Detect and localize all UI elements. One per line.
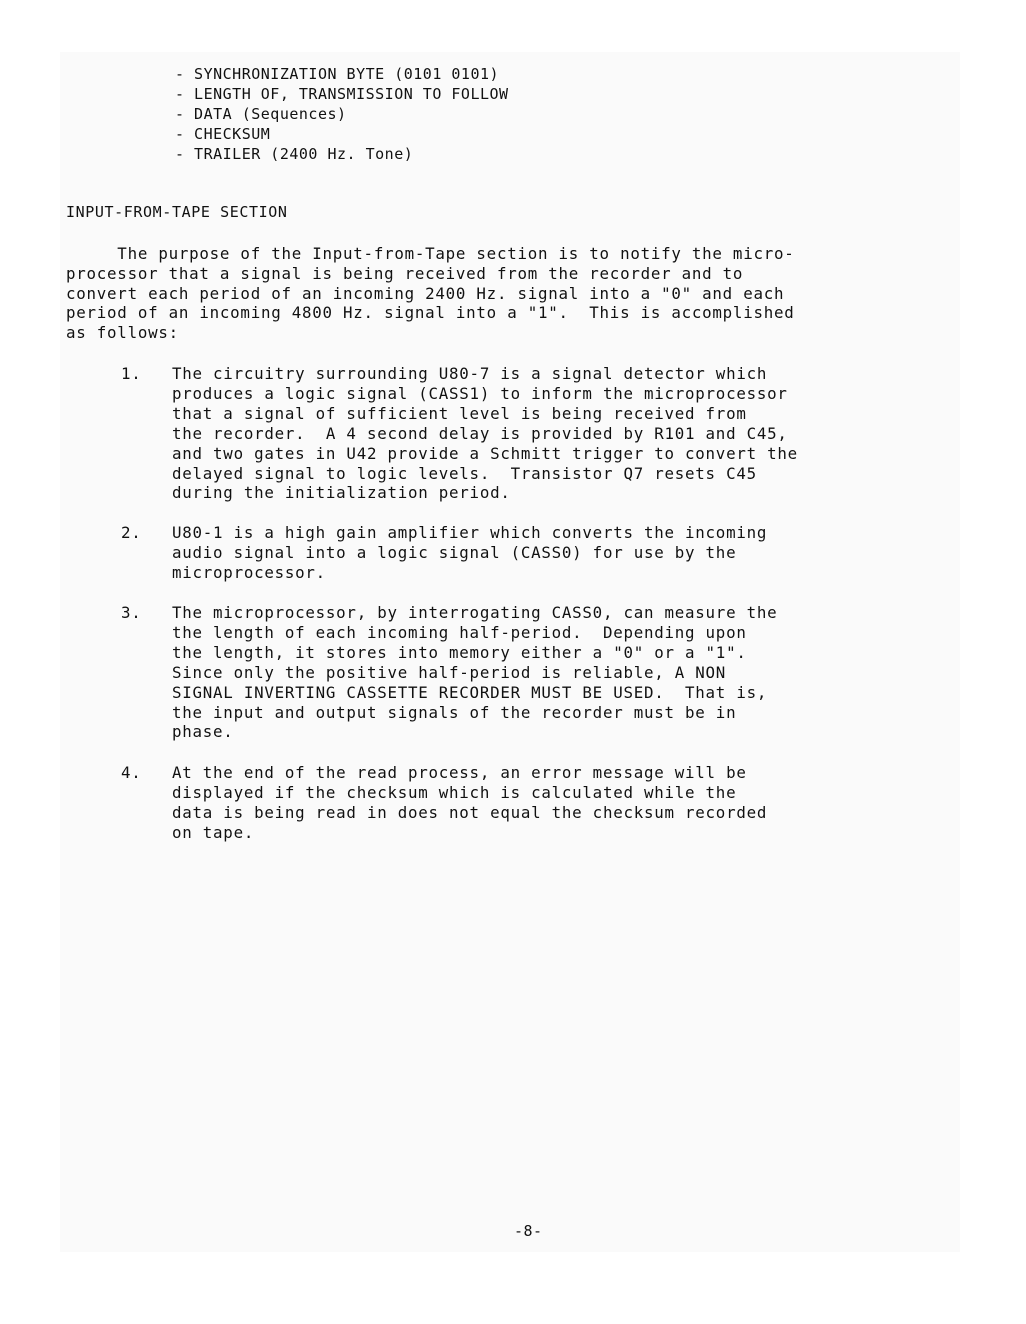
item-line: microprocessor. (172, 562, 326, 582)
item-number: 3. (121, 603, 142, 622)
transmission-format-list (175, 64, 509, 164)
item-line: and two gates in U42 provide a Schmitt trigger to convert the (172, 443, 798, 463)
paragraph-line: period of an incoming 4800 Hz. signal into a "1". This is accomplished (66, 303, 795, 323)
item-line: that a signal of sufficient level is being received from (172, 403, 747, 423)
item-line: phase. (172, 722, 234, 742)
list-item: - TRAILER (2400 Hz. Tone) (175, 145, 414, 163)
paragraph-line: as follows: (66, 323, 179, 343)
item-line: At the end of the read process, an error message will be (172, 763, 747, 782)
item-line: Since only the positive half-period is reliable, A NON (172, 662, 727, 682)
item-line: the length of each incoming half-period. Depending upon (172, 622, 747, 642)
paragraph-line: The purpose of the Input-from-Tape section is to notify the micro- (66, 244, 795, 263)
item-line: the recorder. A 4 second delay is provided by R101 and C45, (172, 423, 788, 443)
item-line: the input and output signals of the recorder must be in (172, 702, 737, 722)
item-line: on tape. (172, 822, 255, 842)
item-body (172, 763, 972, 843)
item-number: 1. (121, 364, 142, 383)
item-line: U80-1 is a high gain amplifier which converts the incoming (172, 523, 768, 542)
paragraph-line: convert each period of an incoming 2400 Hz. signal into a "0" and each (66, 283, 785, 303)
list-item: - CHECKSUM (175, 125, 271, 143)
list-item: - LENGTH OF, TRANSMISSION TO FOLLOW (175, 85, 509, 103)
item-body (172, 364, 972, 503)
list-item: - DATA (Sequences) (175, 105, 347, 123)
item-line: produces a logic signal (CASS1) to inform the microprocessor (172, 383, 788, 403)
item-line: during the initialization period. (172, 483, 511, 503)
item-line: the length, it stores into memory either a "0" or a "1". (172, 642, 747, 662)
item-line: The circuitry surrounding U80-7 is a signal detector which (172, 364, 768, 383)
paragraph-line: processor that a signal is being received from the recorder and to (66, 263, 744, 283)
section-title: INPUT-FROM-TAPE SECTION (66, 203, 288, 221)
item-line: SIGNAL INVERTING CASSETTE RECORDER MUST BE USED. That is, (172, 682, 768, 702)
item-number: 4. (121, 763, 142, 782)
page-number: -8- (514, 1222, 543, 1240)
list-item: - SYNCHRONIZATION BYTE (0101 0101) (175, 65, 500, 83)
item-number: 2. (121, 523, 142, 542)
item-line: audio signal into a logic signal (CASS0) for use by the (172, 542, 737, 562)
item-line: data is being read in does not equal the checksum recorded (172, 802, 768, 822)
item-body (172, 603, 972, 742)
intro-paragraph (66, 244, 966, 343)
item-line: The microprocessor, by interrogating CASS0, can measure the (172, 603, 778, 622)
item-body (172, 523, 972, 583)
item-line: delayed signal to logic levels. Transistor Q7 resets C45 (172, 463, 757, 483)
item-line: displayed if the checksum which is calculated while the (172, 782, 737, 802)
